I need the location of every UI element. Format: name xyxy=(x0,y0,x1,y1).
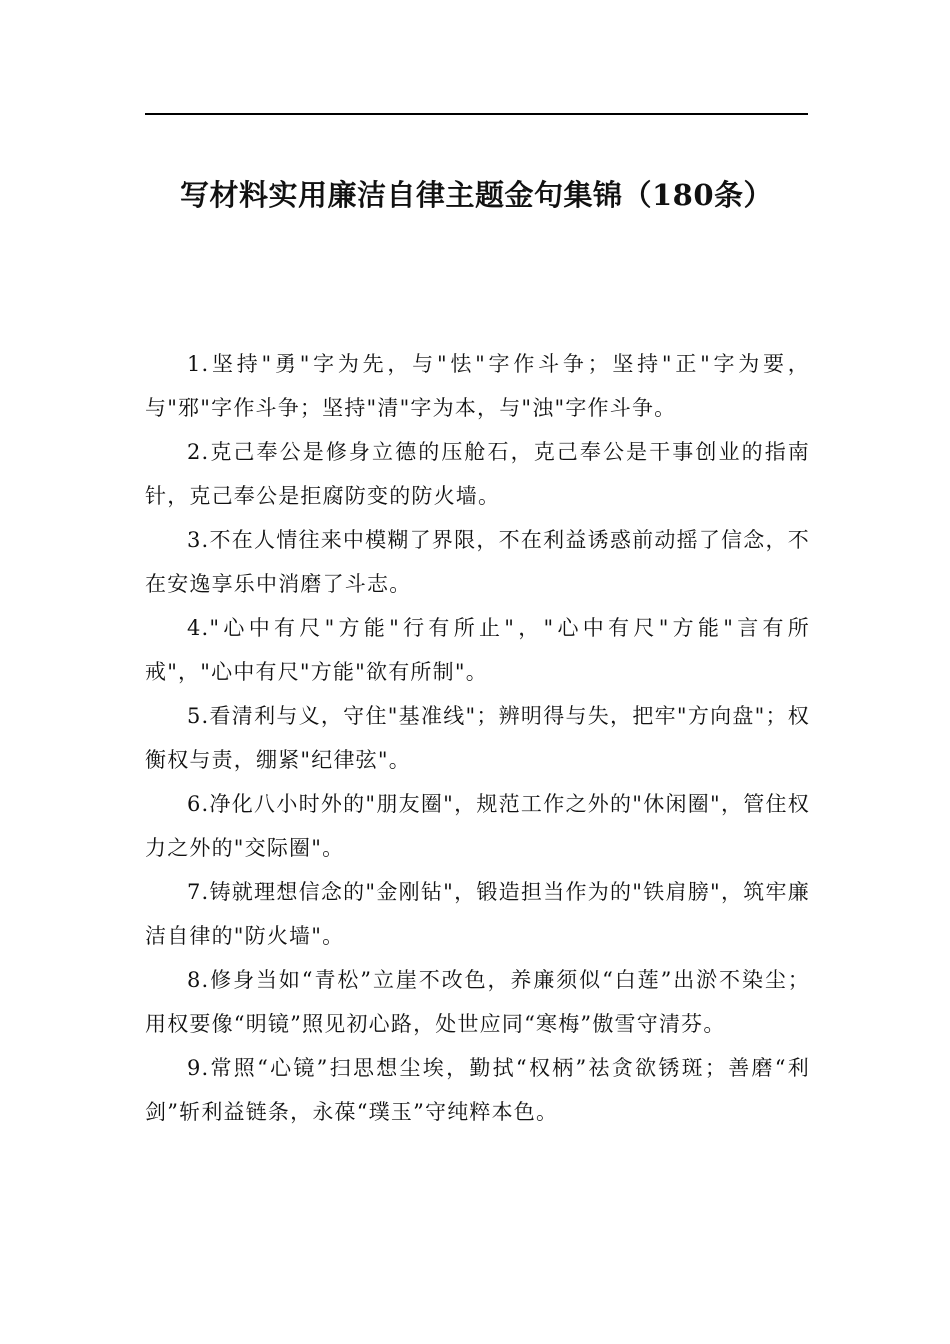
document-title: 写材料实用廉洁自律主题金句集锦（180条） xyxy=(179,178,774,212)
paragraph-2: 2.克己奉公是修身立德的压舱石，克己奉公是干事创业的指南针，克己奉公是拒腐防变的防火墙。 xyxy=(145,440,810,508)
paragraph-8: 8.修身当如“青松”立崖不改色，养廉须似“白莲”出淤不染尘；用权要像“明镜”照见初心路，处世应同“寒梅”傲雪守清芬。 xyxy=(145,968,810,1036)
paragraph-4: 4."心中有尺"方能"行有所止"，"心中有尺"方能"言有所戒"，"心中有尺"方能"欲有所制"。 xyxy=(145,616,810,684)
header-rule xyxy=(145,113,808,115)
paragraph-1: 1.坚持"勇"字为先，与"怯"字作斗争；坚持"正"字为要，与"邪"字作斗争；坚持"清"字为本，与"浊"字作斗争。 xyxy=(145,352,810,420)
paragraph-5: 5.看清利与义，守住"基准线"；辨明得与失，把牢"方向盘"；权衡权与责，绷紧"纪律弦"。 xyxy=(145,704,810,772)
paragraph-3: 3.不在人情往来中模糊了界限，不在利益诱惑前动摇了信念，不在安逸享乐中消磨了斗志。 xyxy=(145,528,810,596)
document-body xyxy=(145,342,810,1134)
paragraph-7: 7.铸就理想信念的"金刚钻"，锻造担当作为的"铁肩膀"，筑牢廉洁自律的"防火墙"。 xyxy=(145,880,810,948)
paragraph-6: 6.净化八小时外的"朋友圈"，规范工作之外的"休闲圈"，管住权力之外的"交际圈"。 xyxy=(145,792,810,860)
paragraph-9: 9.常照“心镜”扫思想尘埃，勤拭“权柄”祛贪欲锈斑；善磨“利剑”斩利益链条，永葆“璞玉”守纯粹本色。 xyxy=(145,1056,810,1124)
